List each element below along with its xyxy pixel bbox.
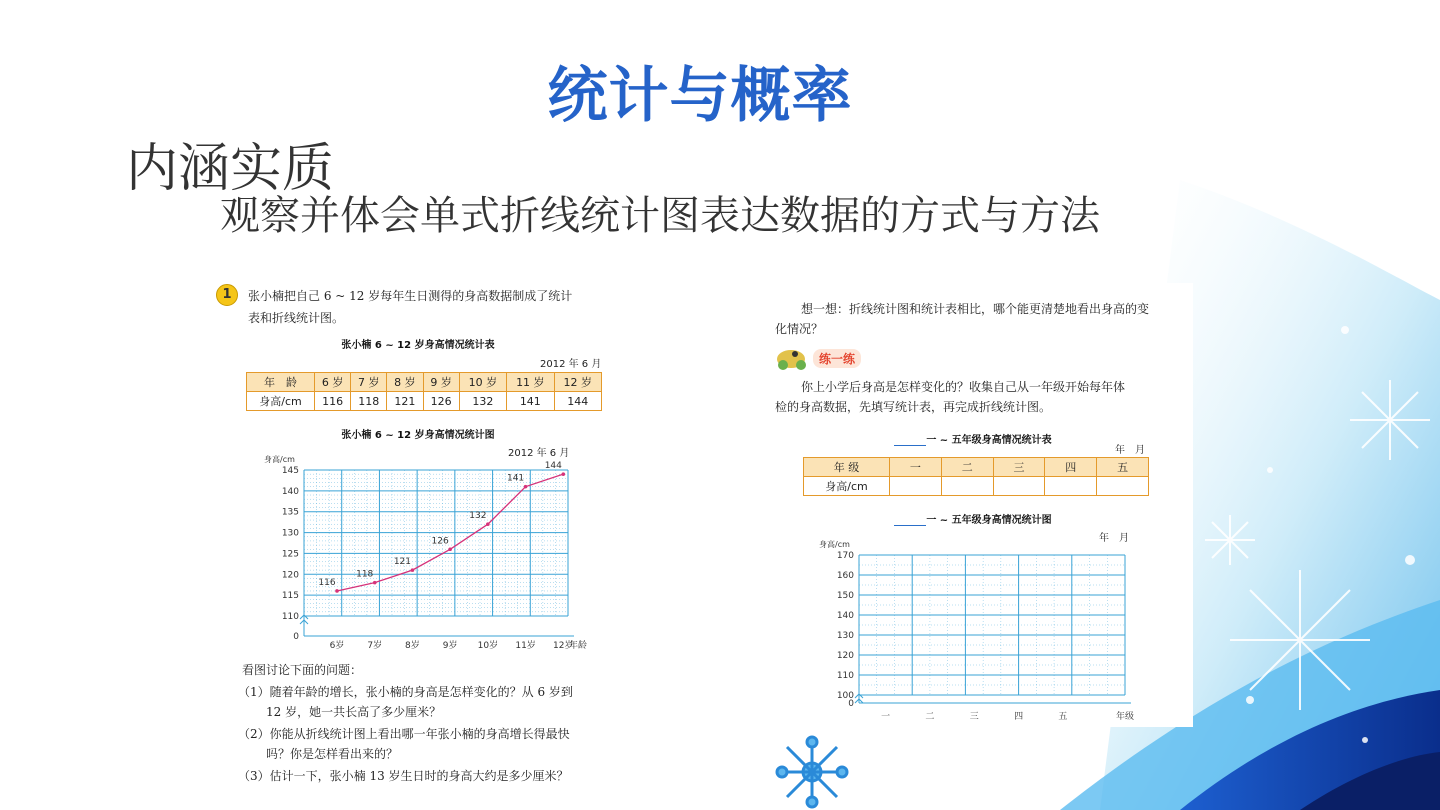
y-tick-label: 140 — [281, 486, 299, 497]
y-tick-label: 170 — [836, 551, 854, 561]
x-tick-label: 二 — [925, 712, 935, 722]
table-row — [247, 392, 602, 411]
data-point — [561, 472, 565, 476]
grade-table-title-text: 一 ~ 五年级身高情况统计表 — [926, 435, 1052, 446]
y-tick-label: 150 — [836, 591, 854, 601]
empty-input-cell[interactable] — [890, 477, 942, 496]
data-label: 141 — [506, 473, 525, 484]
practice-label: 练一练 — [813, 349, 861, 368]
grade-chart-title-text: 一 ~ 五年级身高情况统计图 — [926, 515, 1052, 526]
table-cell: 6 岁 — [315, 373, 351, 392]
x-tick-label: 6岁 — [329, 641, 345, 651]
slide-title: 统计与概率 — [547, 61, 853, 131]
x-tick-label: 三 — [969, 712, 979, 722]
y-tick-label: 130 — [281, 528, 299, 539]
height-table-title: 张小楠 6 ~ 12 岁身高情况统计表 — [341, 340, 495, 351]
table-cell: 10 岁 — [459, 373, 506, 392]
y-tick-label: 130 — [836, 631, 854, 641]
table-cell: 9 岁 — [423, 373, 459, 392]
height-line-chart — [208, 452, 628, 658]
x-tick-label: 一 — [881, 712, 891, 722]
table-cell: 身高/cm — [804, 477, 890, 496]
height-table-date: 2012 年 6 月 — [540, 359, 602, 370]
table-cell: 12 岁 — [554, 373, 601, 392]
table-cell: 8 岁 — [387, 373, 423, 392]
x-tick-label: 9岁 — [442, 641, 458, 651]
empty-input-cell[interactable] — [1097, 477, 1149, 496]
data-point — [524, 485, 528, 489]
table-cell: 四 — [1045, 458, 1097, 477]
data-point — [335, 589, 339, 593]
x-tick-label: 8岁 — [405, 641, 420, 651]
table-cell: 三 — [993, 458, 1045, 477]
grade-table-date: 年 月 — [1115, 445, 1145, 456]
data-point — [373, 581, 377, 585]
y-axis-title: 身高/cm — [819, 540, 850, 549]
question-1-line2: 12 岁，她一共长高了多少厘米？ — [266, 705, 442, 719]
grade-chart-date: 年 月 — [1099, 533, 1129, 544]
x-axis-title: 年级 — [1115, 712, 1135, 722]
fill-in-blank — [894, 516, 926, 526]
table-cell: 五 — [1097, 458, 1149, 477]
table-cell: 144 — [554, 392, 601, 411]
data-point — [448, 547, 452, 551]
textbook-page-left — [208, 272, 628, 788]
table-cell: 126 — [423, 392, 459, 411]
x-axis-title: 年龄 — [568, 641, 588, 651]
table-cell: 一 — [890, 458, 942, 477]
questions-intro: 看图讨论下面的问题： — [242, 663, 363, 677]
table-cell: 二 — [941, 458, 993, 477]
data-label: 126 — [431, 536, 449, 547]
table-header-row — [804, 458, 1149, 477]
table-cell: 118 — [351, 392, 387, 411]
y-tick-label: 145 — [281, 466, 299, 476]
table-cell: 年 龄 — [247, 373, 315, 392]
intro-text-line1: 张小楠把自己 6 ~ 12 岁每年生日测得的身高数据制成了统计 — [248, 289, 573, 303]
intro-text-line2: 表和折线统计图。 — [248, 311, 345, 325]
table-cell: 身高/cm — [247, 392, 315, 411]
data-point — [486, 522, 490, 526]
table-cell: 11 岁 — [507, 373, 554, 392]
y-tick-label: 0 — [293, 632, 299, 642]
height-table — [246, 372, 602, 411]
data-point — [411, 568, 415, 572]
table-cell: 141 — [507, 392, 554, 411]
empty-input-cell[interactable] — [1045, 477, 1097, 496]
x-tick-label: 7岁 — [367, 641, 383, 651]
y-tick-label: 110 — [281, 612, 299, 622]
textbook-page-right — [753, 283, 1193, 727]
x-tick-label: 五 — [1058, 712, 1068, 722]
table-cell: 132 — [459, 392, 506, 411]
question-2-line1: （2）你能从折线统计图上看出哪一年张小楠的身高增长得最快 — [238, 727, 570, 741]
question-2-line2: 吗？你是怎样看出来的？ — [266, 747, 399, 761]
y-tick-label: 140 — [836, 611, 854, 621]
x-tick-label: 11岁 — [515, 641, 536, 651]
y-tick-label: 120 — [836, 651, 854, 661]
x-tick-label: 10岁 — [477, 641, 499, 651]
y-tick-label: 110 — [836, 671, 854, 681]
x-tick-label: 四 — [1014, 712, 1024, 722]
height-chart-title: 张小楠 6 ~ 12 岁身高情况统计图 — [341, 430, 495, 441]
table-header-row — [247, 373, 602, 392]
data-label: 132 — [469, 511, 487, 522]
empty-input-cell[interactable] — [941, 477, 993, 496]
data-label: 144 — [544, 461, 562, 472]
y-tick-label: 100 — [836, 691, 854, 701]
prompt-text-line1: 你上小学后身高是怎样变化的？收集自己从一年级开始每年体 — [801, 380, 1126, 394]
y-tick-label: 115 — [281, 591, 299, 602]
data-label: 118 — [356, 569, 374, 580]
y-tick-label: 0 — [848, 699, 854, 709]
height-chart-date: 2012 年 6 月 — [508, 448, 570, 459]
table-row — [804, 477, 1149, 496]
fill-in-blank — [894, 436, 926, 446]
table-cell: 年 级 — [804, 458, 890, 477]
grade-chart-title — [753, 511, 1193, 526]
data-label: 121 — [393, 557, 412, 568]
grade-blank-line-chart — [753, 537, 1193, 727]
think-text-line1: 想一想：折线统计图和统计表相比，哪个能更清楚地看出身高的变 — [801, 302, 1150, 316]
grade-table — [803, 457, 1149, 496]
table-cell: 7 岁 — [351, 373, 387, 392]
y-tick-label: 125 — [281, 549, 299, 560]
question-3: （3）估计一下，张小楠 13 岁生日时的身高大约是多少厘米？ — [238, 769, 569, 783]
think-text-line2: 化情况？ — [775, 322, 824, 336]
x-tick-label: 12岁 — [553, 641, 574, 651]
section-subheading: 观察并体会单式折线统计图表达数据的方式与方法 — [220, 193, 1100, 239]
question-1-line1: （1）随着年龄的增长，张小楠的身高是怎样变化的？从 6 岁到 — [238, 685, 573, 699]
prompt-text-line2: 检的身高数据，先填写统计表，再完成折线统计图。 — [775, 400, 1052, 414]
example-number-badge: 1 — [216, 284, 238, 306]
empty-input-cell[interactable] — [993, 477, 1045, 496]
y-tick-label: 120 — [281, 570, 299, 581]
y-tick-label: 135 — [281, 507, 299, 518]
section-heading: 内涵实质 — [126, 139, 335, 199]
table-cell: 121 — [387, 392, 423, 411]
practice-mascot-icon — [773, 345, 813, 371]
data-label: 116 — [318, 577, 336, 588]
y-tick-label: 160 — [836, 571, 854, 581]
y-axis-title: 身高/cm — [264, 455, 295, 464]
table-cell: 116 — [315, 392, 351, 411]
